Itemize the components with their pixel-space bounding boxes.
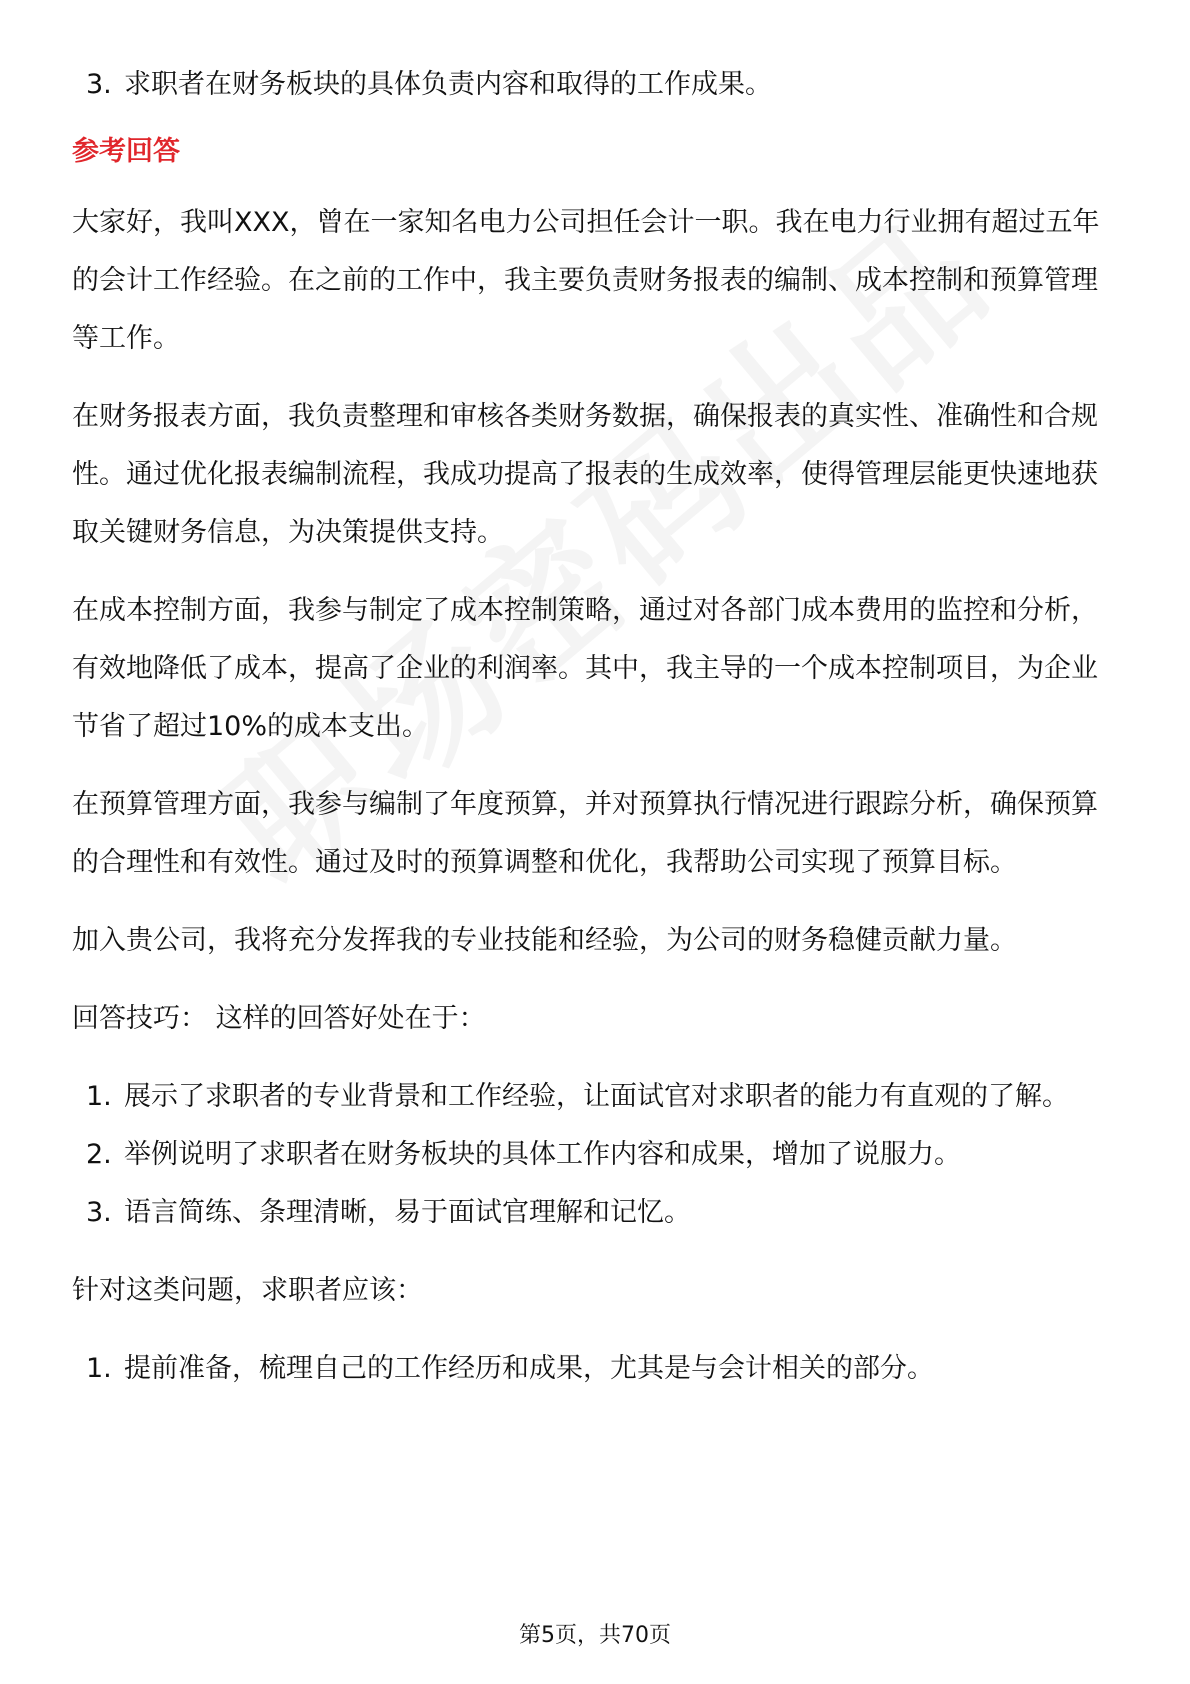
page-footer: 第5页，共70页 [519, 1623, 671, 1648]
answer-paragraph: 加入贵公司，我将充分发挥我的专业技能和经验，为公司的财务稳健贡献力量。 [72, 925, 1017, 956]
list-item-text: 求职者在财务板块的具体负责内容和取得的工作成果。 [124, 69, 772, 100]
answer-paragraph: 在成本控制方面，我参与制定了成本控制策略，通过对各部门成本费用的监控和分析，有效地降低了成本，提高了企业的利润率。其中，我主导的一个成本控制项目，为企业节省了超过10%的成本支出。 [72, 595, 1098, 742]
list-item-number: 1. [86, 1353, 112, 1384]
list-item-number: 3. [86, 69, 112, 100]
list-item-text: 举例说明了求职者在财务板块的具体工作内容和成果，增加了说服力。 [124, 1139, 961, 1170]
list-item [72, 1126, 1118, 1184]
answer-paragraph: 在预算管理方面，我参与编制了年度预算，并对预算执行情况进行跟踪分析，确保预算的合理性和有效性。通过及时的预算调整和优化，我帮助公司实现了预算目标。 [72, 789, 1098, 878]
section-title: 参考回答 [72, 136, 180, 167]
list-item-number: 3. [86, 1197, 112, 1228]
list-item-text: 语言简练、条理清晰，易于面试官理解和记忆。 [124, 1197, 691, 1228]
tips-heading: 回答技巧： 这样的回答好处在于： [72, 1003, 486, 1034]
list-item-number: 2. [86, 1139, 112, 1170]
advice-heading: 针对这类问题，求职者应该： [72, 1275, 423, 1306]
advice-list [72, 1340, 1118, 1398]
list-item [72, 1068, 1118, 1126]
list-item [72, 56, 1118, 114]
list-item-number: 1. [86, 1081, 112, 1112]
list-item-text: 展示了求职者的专业背景和工作经验，让面试官对求职者的能力有直观的了解。 [124, 1081, 1069, 1112]
list-item [72, 1340, 1118, 1398]
list-item-text: 提前准备，梳理自己的工作经历和成果，尤其是与会计相关的部分。 [124, 1353, 934, 1384]
list-item [72, 1184, 1118, 1242]
answer-paragraph: 在财务报表方面，我负责整理和审核各类财务数据，确保报表的真实性、准确性和合规性。通过优化报表编制流程，我成功提高了报表的生成效率，使得管理层能更快速地获取关键财务信息，为决策提供支持。 [72, 401, 1098, 548]
page-content [72, 56, 1118, 1398]
tips-list [72, 1068, 1118, 1242]
answer-paragraph: 大家好，我叫XXX，曾在一家知名电力公司担任会计一职。我在电力行业拥有超过五年的会计工作经验。在之前的工作中，我主要负责财务报表的编制、成本控制和预算管理等工作。 [72, 207, 1100, 354]
